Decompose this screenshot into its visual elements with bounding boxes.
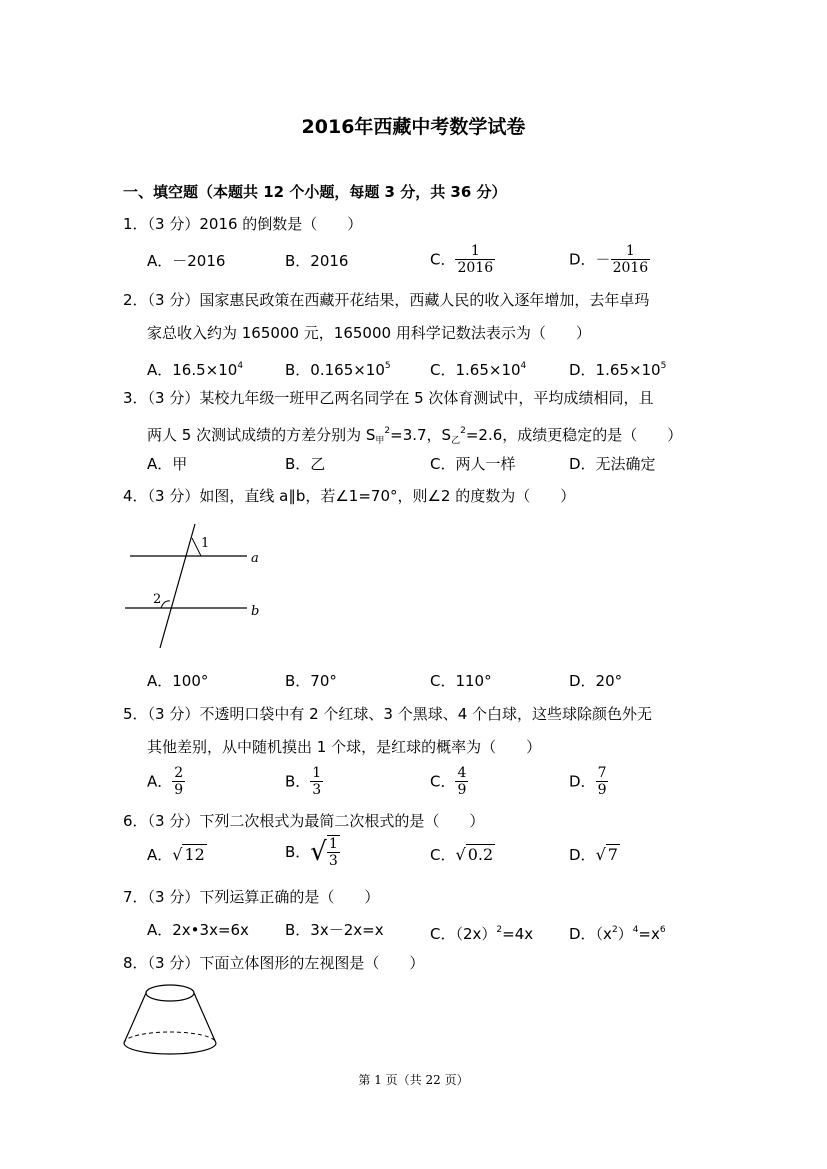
q2-option-c: C．$1.65\times 10^4$ — [430, 361, 527, 379]
frustum-top-ellipse — [146, 985, 194, 1001]
question-3-line-2: 两人 5 次测试成绩的方差分别为 $S_甲^2=3.7$，$S_乙^2=2.6$，成绩更稳定的是（ ） — [147, 426, 683, 446]
question-7: 7．（3 分）下列运算正确的是（ ） — [123, 888, 380, 906]
question-3-line-1: 3．（3 分）某校九年级一班甲乙两名同学在 5 次体育测试中，平均成绩相同，且 — [123, 389, 654, 407]
q4-option-a: A．100° — [147, 672, 209, 690]
frustum-left-edge — [124, 993, 146, 1043]
q5-option-b: B． $\frac{1}{3}$ — [285, 765, 322, 798]
q7-option-b: B．3x－2x=x — [285, 921, 384, 939]
question-2-line-2: 家总收入约为 165000 元，165000 用科学记数法表示为（ ） — [147, 324, 591, 342]
q1-option-a: A．－2016 — [147, 252, 226, 270]
line-a-label: a — [251, 551, 259, 566]
question-5-line-2: 其他差别，从中随机摸出 1 个球，是红球的概率为（ ） — [147, 738, 542, 756]
q2-option-d: D．$1.65\times 10^5$ — [569, 361, 667, 379]
fraction: $\frac{1}{3}$ — [312, 765, 322, 798]
question-1: 1．（3 分）2016 的倒数是（ ） — [123, 215, 363, 233]
q1-option-b: B．2016 — [285, 252, 349, 270]
sqrt-expression: √ 12 — [172, 845, 205, 864]
angle-2-arc — [161, 601, 170, 608]
q3-option-a: A．甲 — [147, 455, 188, 473]
transversal-line — [160, 524, 195, 648]
fraction: $\frac{1}{2016}$ — [457, 243, 494, 276]
angle-1-arc — [192, 538, 201, 556]
q4-option-d: D．20° — [569, 672, 623, 690]
sqrt-expression: √ 7 — [595, 845, 618, 864]
q7-option-c: C．$(2x)^2=4x$ — [430, 925, 534, 943]
q6-option-b: B．√ $\frac{1}{3}$ — [285, 836, 338, 869]
q7-option-a: A．2x•3x=6x — [147, 921, 249, 939]
frustum-figure — [115, 978, 225, 1060]
q7-option-d: D．$(x^2)^4=x^6$ — [569, 925, 666, 943]
q3-option-b: B．乙 — [285, 455, 326, 473]
frustum-bottom-front — [124, 1043, 216, 1054]
frustum-bottom-hidden — [124, 1032, 216, 1043]
question-6: 6．（3 分）下列二次根式为最简二次根式的是（ ） — [123, 812, 485, 830]
q6-option-a: A．√ 12 — [147, 845, 205, 864]
q3-option-c: C．两人一样 — [430, 455, 516, 473]
sqrt-expression: √ 0.2 — [455, 845, 494, 864]
q6-option-d: D．√ 7 — [569, 845, 618, 864]
q5-option-d: D． $\frac{7}{9}$ — [569, 765, 607, 798]
q2-option-b: B．$0.165\times 10^5$ — [285, 361, 391, 379]
question-4: 4．（3 分）如图，直线 a∥b，若∠1=70°，则∠2 的度数为（ ） — [123, 487, 576, 505]
sqrt-symbol: √ — [310, 837, 327, 867]
q1-option-c: C． $\frac{1}{2016}$ — [430, 243, 494, 276]
section-heading: 一、填空题（本题共 12 个小题，每题 3 分，共 36 分） — [123, 183, 507, 201]
q4-option-b: B．70° — [285, 672, 337, 690]
question-8: 8．（3 分）下面立体图形的左视图是（ ） — [123, 954, 425, 972]
page-title: 2016年西藏中考数学试卷 — [301, 116, 526, 138]
fraction: $\frac{7}{9}$ — [597, 765, 607, 798]
q5-option-c: C． $\frac{4}{9}$ — [430, 765, 467, 798]
q6-option-c: C．√ 0.2 — [430, 845, 494, 864]
q5-option-a: A． $\frac{2}{9}$ — [147, 765, 184, 798]
parallel-lines-figure — [120, 518, 270, 653]
fraction: $\frac{4}{9}$ — [457, 765, 467, 798]
q1-option-d: D．－ $\frac{1}{2016}$ — [569, 243, 649, 276]
q4-option-c: C．110° — [430, 672, 492, 690]
fraction: $\frac{1}{2016}$ — [612, 243, 649, 276]
fraction: $\frac{1}{3}$ — [328, 836, 338, 869]
fraction: $\frac{2}{9}$ — [174, 765, 184, 798]
line-b-label: b — [251, 604, 260, 619]
question-2-line-1: 2．（3 分）国家惠民政策在西藏开花结果，西藏人民的收入逐年增加，去年卓玛 — [123, 291, 650, 309]
angle-1-label: 1 — [201, 536, 210, 551]
angle-2-label: 2 — [153, 592, 162, 607]
question-5-line-1: 5．（3 分）不透明口袋中有 2 个红球、3 个黑球、4 个白球，这些球除颜色外无 — [123, 705, 653, 723]
page-footer: 第 1 页（共 22 页） — [358, 1073, 469, 1087]
q3-option-d: D．无法确定 — [569, 455, 656, 473]
q2-option-a: A．$16.5\times 10^4$ — [147, 361, 244, 379]
